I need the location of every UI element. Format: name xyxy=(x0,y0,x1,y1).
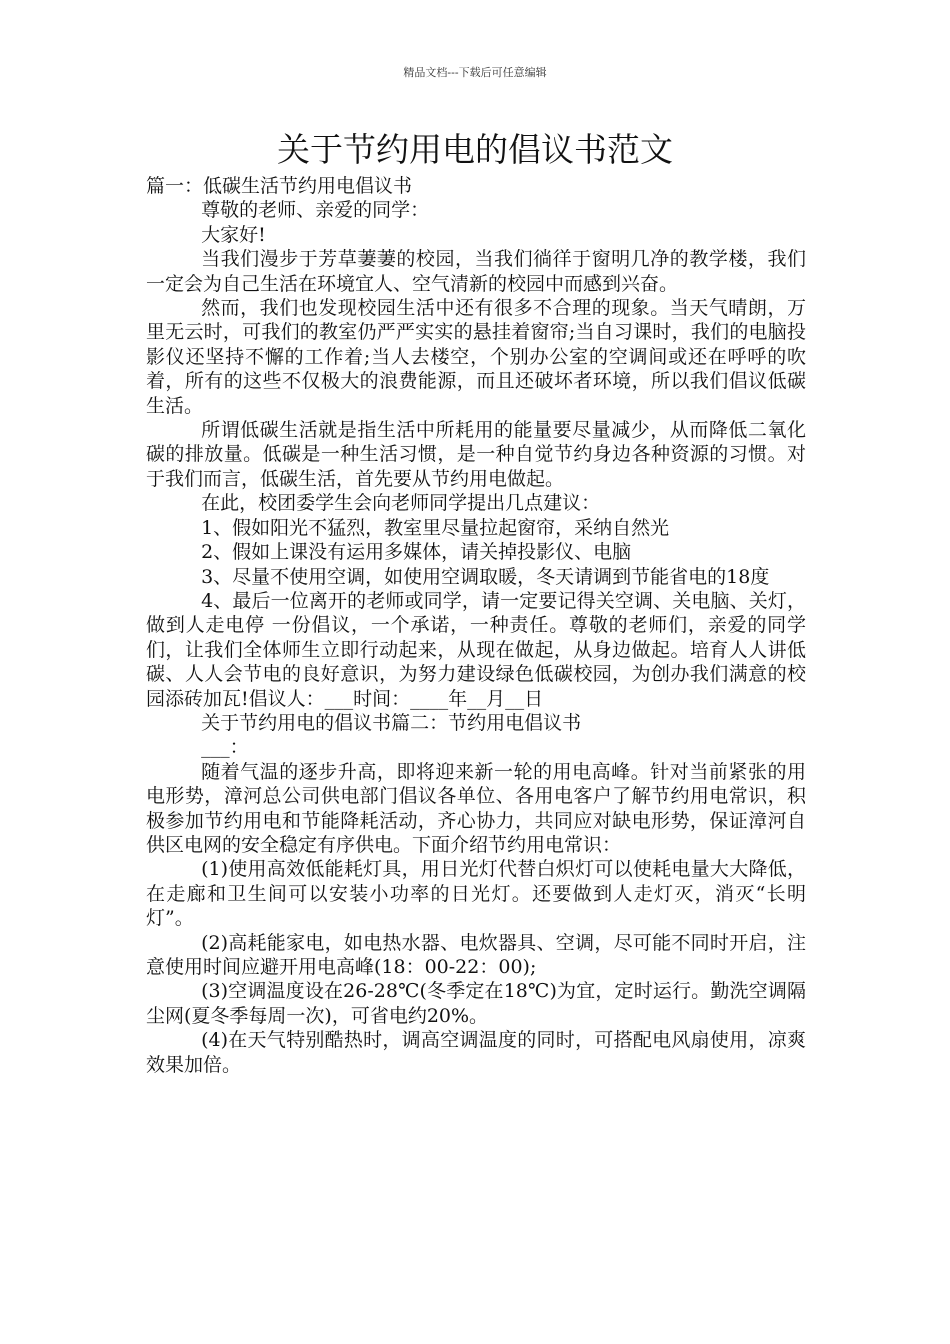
tip-item: (4)在天气特别酷热时，调高空调温度的同时，可搭配电风扇使用，凉爽效果加倍。 xyxy=(146,1029,806,1076)
section-heading-2: 关于节约用电的倡议书篇二：节约用电倡议书 xyxy=(201,711,582,734)
paragraph: 随着气温的逐步升高，即将迎来新一轮的用电高峰。针对当前紧张的用电形势，漳河总公司供电部门倡议各单位、各用电客户了解节约用电常识，积极参加节约用电和节能降耗活动，齐心协力，共同应对缺电形势，保证漳河自供区电网的安全稳定有序供电。下面介绍节约用电常识： xyxy=(146,760,806,856)
paragraph: 所谓低碳生活就是指生活中所耗用的能量要尽量减少，从而降低二氧化碳的排放量。低碳是一种生活习惯，是一种自觉节约身边各种资源的习惯。对于我们而言，低碳生活，首先要从节约用电做起。 xyxy=(146,419,806,490)
salutation: 尊敬的老师、亲爱的同学： xyxy=(201,199,430,222)
greeting: 大家好! xyxy=(201,223,266,246)
paragraph: 在此，校团委学生会向老师同学提出几点建议： xyxy=(201,492,601,515)
tip-item: (2)高耗能家电，如电热水器、电炊器具、空调，尽可能不同时开启，注意使用时间应避开用电高峰(18：00-22：00); xyxy=(146,931,806,978)
list-item: 1、假如阳光不猛烈，教室里尽量拉起窗帘，采纳自然光 xyxy=(201,516,670,539)
list-item: 4、最后一位离开的老师或同学，请一定要记得关空调、关电脑、关灯，做到人走电停 一份倡议，一个承诺，一种责任。尊敬的老师们，亲爱的同学们，让我们全体师生立即行动起来，从现在做起，从身边做起。培育人人讲低碳、人人会节电的良好意识，为努力建设绿色低碳校园，为创办我们满意的校园添砖加瓦!倡议人：___时间：____年__月__日 xyxy=(146,589,806,710)
paragraph: 然而，我们也发现校园生活中还有很多不合理的现象。当天气晴朗，万里无云时，可我们的教室仍严严实实的悬挂着窗帘;当自习课时，我们的电脑投影仪还坚持不懈的工作着;当人去楼空，个别办公室的空调间或还在呼呼的吹着，所有的这些不仅极大的浪费能源，而且还破坏者环境，所以我们倡议低碳生活。 xyxy=(146,297,806,417)
list-item: 2、假如上课没有运用多媒体，请关掉投影仪、电脑 xyxy=(201,541,632,564)
document-title: 关于节约用电的倡议书范文 xyxy=(277,130,673,169)
header-note: 精品文档---下载后可任意编辑 xyxy=(403,66,547,79)
list-item: 3、尽量不使用空调，如使用空调取暖，冬天请调到节能省电的18度 xyxy=(201,565,770,588)
tip-item: (3)空调温度设在26-28℃(冬季定在18℃)为宜，定时运行。勤洗空调隔尘网(夏冬季每周一次)，可省电约20%。 xyxy=(146,980,806,1027)
document-body xyxy=(146,174,806,1077)
salutation-blank: ___： xyxy=(201,736,249,759)
paragraph: 当我们漫步于芳草萋萋的校园，当我们徜徉于窗明几净的教学楼，我们一定会为自己生活在环境宜人、空气清新的校园中而感到兴奋。 xyxy=(146,248,806,295)
tip-item: (1)使用高效低能耗灯具，用日光灯代替白炽灯可以使耗电量大大降低，在走廊和卫生间可以安装小功率的日光灯。还要做到人走灯灭，消灭“长明灯”。 xyxy=(146,858,806,930)
section-heading-1: 篇一：低碳生活节约用电倡议书 xyxy=(146,175,413,197)
